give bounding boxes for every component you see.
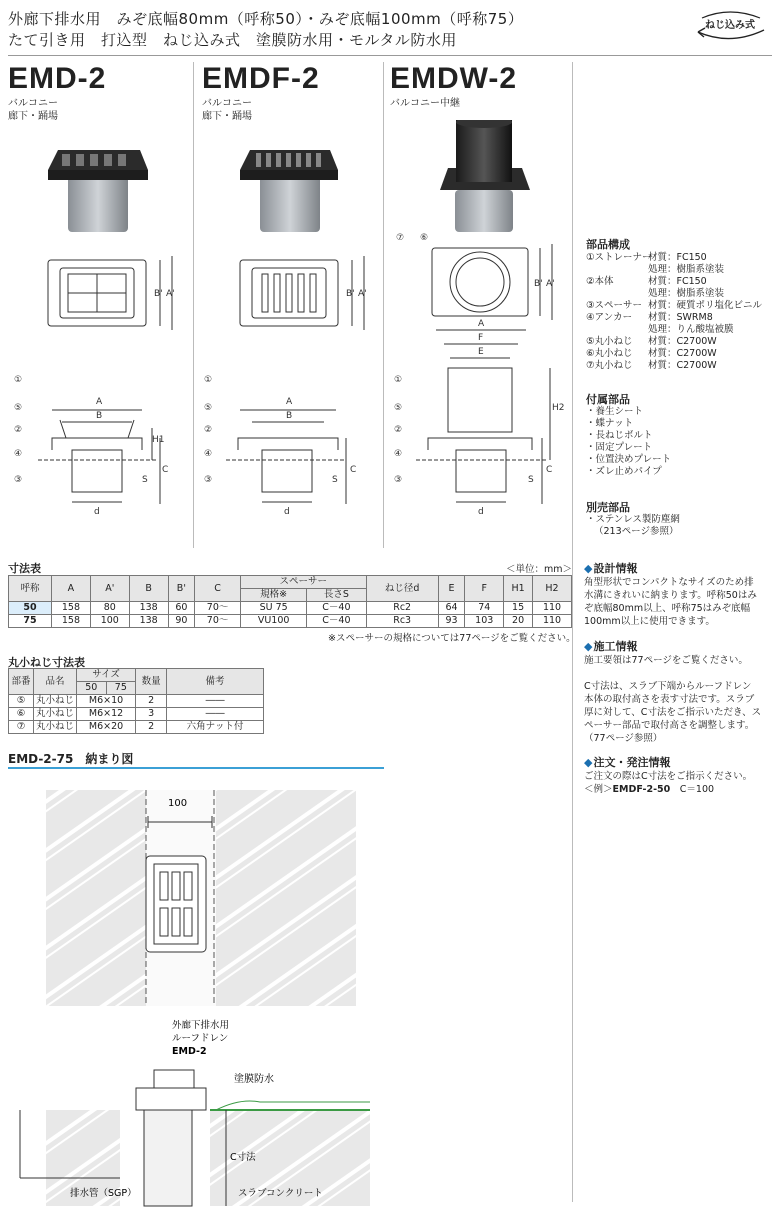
emd2-dim-c: C: [162, 465, 169, 475]
construction-line: C寸法は、スラブ下端からルーフドレン: [584, 681, 752, 692]
install-drain-label2: ルーフドレン: [172, 1033, 229, 1044]
construction-info: [584, 638, 774, 745]
emd2-photo: [48, 150, 148, 232]
emdw2-part6: ⑥: [420, 233, 429, 243]
emdf2-use2: 廊下・踊場: [202, 111, 252, 122]
table-row: 75 158 100 138 90 70～ VU100 C－40 Rc3 93 103 20 110: [9, 615, 572, 628]
install-drain-model: EMD-2: [172, 1046, 207, 1057]
parts-row-8: ⑥丸小ねじ 材質：C2700W: [586, 348, 717, 359]
construction-line: ペーサー部品で取付高さを調整します。: [584, 720, 755, 731]
model-emdf2: EMDF-2: [202, 62, 320, 95]
order-info: [584, 754, 774, 796]
table-row: ⑥ 丸小ねじ M6×12 3 ――: [9, 708, 264, 721]
emdf2-dim-d: d: [284, 507, 290, 517]
parts-row-7: ⑤丸小ねじ 材質：C2700W: [586, 336, 717, 347]
emdw2-part1: ①: [394, 375, 403, 385]
dims-table-title: 寸法表: [8, 562, 41, 575]
accessory-item: ・ズレ止めパイプ: [586, 466, 662, 477]
emdw2-photo: [440, 120, 530, 232]
emdw2-dim-h2: H2: [552, 403, 565, 413]
install-diagram: [0, 780, 572, 1210]
accessory-item: ・固定プレート: [586, 442, 653, 453]
parts-row-5: ④アンカー 材質：SWRM8: [586, 312, 713, 323]
design-line: 角型形状でコンパクトなサイズのため排: [584, 577, 754, 588]
emdf2-dim-a: A: [286, 397, 293, 407]
install-drain-label1: 外廊下排水用: [172, 1020, 230, 1031]
model-emd2: EMD-2: [8, 62, 107, 95]
emdw2-dim-c: C: [546, 465, 553, 475]
accessory-item: ・位置決めプレート: [586, 454, 672, 465]
parts-row-0: ①ストレーナー材質：FC150: [586, 252, 707, 263]
emd2-dim-h1: H1: [152, 435, 165, 445]
parts-row-4: ③スペーサー 材質：硬質ポリ塩化ビニル: [586, 300, 763, 311]
parts-section: [586, 236, 774, 372]
install-pipe-label: 排水管（SGP）: [70, 1188, 137, 1199]
install-slab-label: スラブコンクリート: [238, 1188, 323, 1199]
emd2-use1: バルコニー: [8, 98, 58, 109]
emdf2-part3: ③: [204, 475, 213, 485]
construction-line: [584, 667, 774, 680]
emdw2-use1: バルコニー中継: [390, 98, 460, 109]
emd2-use2: 廊下・踊場: [8, 111, 58, 122]
dims-table-unit: ＜単位：mm＞: [506, 564, 573, 575]
parts-row-3: 処理：樹脂系塗装: [648, 288, 725, 299]
install-coating-label: 塗膜防水: [234, 1074, 274, 1085]
emd2-section: [38, 410, 160, 504]
emdw2-dim-a: A: [478, 319, 485, 329]
parts-row-1: 処理：樹脂系塗装: [648, 264, 725, 275]
emd2-part5: ⑤: [14, 403, 23, 413]
emdf2-part1: ①: [204, 375, 213, 385]
separate-title: 別売部品: [586, 501, 630, 514]
emd2-dim-d: d: [94, 507, 100, 517]
header-line1: 外廊下排水用 みぞ底幅80mm（呼称50）・みぞ底幅100mm（呼称75）: [8, 10, 524, 28]
emdw2-part5: ⑤: [394, 403, 403, 413]
header-line2: たて引き用 打込型 ねじ込み式 塗膜防水用・モルタル防水用: [8, 31, 457, 49]
separate-item: ・ステンレス製防塵網: [586, 514, 680, 525]
construction-line: 施工要領は77ページをご覧ください。: [584, 655, 748, 666]
dims-table: 呼称 A A' B B' C スペーサー ねじ径d E F H1 H2 規格※ 長さS 50 158 80 138 60 70～ SU 75 C－40 Rc2 64 74 15 110 75 158 100 138 90 70～ VU100 C－40 Rc3 93 103 20 110: [8, 575, 572, 628]
screw-table: 部番 品名 サイズ 数量 備考 50 75 ⑤ 丸小ねじ M6×10 2 ―― ⑥ 丸小ねじ M6×12 3 ―― ⑦ 丸小ねじ M6×20 2 六角ナット付: [8, 668, 264, 734]
emd2-dim-b: B: [96, 411, 103, 421]
table-row: ⑤ 丸小ねじ M6×10 2 ――: [9, 695, 264, 708]
construction-line: （77ページ参照）: [584, 733, 663, 744]
emd2-dim-ap: A': [166, 289, 175, 299]
design-line: 水溝にきれいに納まります。呼称50はみ: [584, 590, 757, 601]
order-example: ＜例＞EMDF-2-50 C＝100: [584, 784, 715, 795]
accessories-title: 付属部品: [586, 393, 630, 406]
emdw2-dim-s: S: [528, 475, 534, 485]
construction-line: 厚に対して、C寸法をご指示いただき、ス: [584, 707, 762, 718]
emdf2-part2: ②: [204, 425, 213, 435]
accessory-item: ・蝶ナット: [586, 418, 634, 429]
screw-type-badge: [690, 10, 770, 42]
emdw2-dim-bp: B': [534, 279, 543, 289]
accessories-section: [586, 394, 671, 478]
emdw2-part4: ④: [394, 449, 403, 459]
emdf2-section: [226, 410, 346, 504]
separate-item: （213ページ参照）: [594, 526, 679, 537]
order-line: ご注文の際はC寸法をご指示ください。: [584, 771, 753, 782]
emd2-part4: ④: [14, 449, 23, 459]
order-title: ◆ 注文・発注情報: [584, 754, 774, 770]
install-c-dim: C寸法: [230, 1152, 256, 1163]
emd2-dim-a: A: [96, 397, 103, 407]
emd2-dim-bp: B': [154, 289, 163, 299]
emdf2-use1: バルコニー: [202, 98, 252, 109]
emdw2-dim-e: E: [478, 347, 484, 357]
emdw2-dim-d: d: [478, 507, 484, 517]
emdw2-part2: ②: [394, 425, 403, 435]
parts-row-6: 処理：りん酸塩被膜: [648, 324, 734, 335]
emd2-part3: ③: [14, 475, 23, 485]
emdf2-dim-s: S: [332, 475, 338, 485]
emd2-part2: ②: [14, 425, 23, 435]
emdf2-dim-bp: B': [346, 289, 355, 299]
emdf2-photo: [240, 150, 338, 232]
parts-row-2: ②本体 材質：FC150: [586, 276, 707, 287]
plan-views: [48, 244, 552, 330]
emdf2-part5: ⑤: [204, 403, 213, 413]
design-title: ◆ 設計情報: [584, 560, 774, 576]
badge-label: ねじ込み式: [705, 20, 755, 31]
emdf2-dim-c: C: [350, 465, 357, 475]
parts-title: 部品構成: [586, 238, 630, 251]
emdw2-dim-ap: A': [546, 279, 555, 289]
table-row: ⑦ 丸小ねじ M6×20 2 六角ナット付: [9, 721, 264, 734]
parts-row-9: ⑦丸小ねじ 材質：C2700W: [586, 360, 717, 371]
emdw2-dim-f: F: [478, 333, 484, 343]
emdf2-dim-ap: A': [358, 289, 367, 299]
dims-table-note: ※スペーサーの規格については77ページをご覧ください。: [328, 633, 576, 644]
design-line: 100mm以上に使用できます。: [584, 616, 715, 627]
emd2-dim-s: S: [142, 475, 148, 485]
accessory-item: ・養生シート: [586, 406, 644, 417]
emdw2-part3: ③: [394, 475, 403, 485]
emdw2-part7: ⑦: [396, 233, 405, 243]
model-emdw2: EMDW-2: [390, 62, 518, 95]
design-line: ぞ底幅80mm以上、呼称75はみぞ底幅: [584, 603, 751, 614]
accessory-item: ・長ねじボルト: [586, 430, 653, 441]
construction-title: ◆ 施工情報: [584, 638, 774, 654]
install-width-dim: 100: [168, 798, 188, 809]
construction-line: 本体の取付高さを表す寸法です。スラブ: [584, 694, 755, 705]
separate-section: [586, 502, 680, 538]
product-drawings: [0, 120, 572, 550]
install-title: EMD-2-75 納まり図: [8, 752, 134, 766]
design-info: [584, 560, 774, 628]
emdf2-dim-b: B: [286, 411, 293, 421]
emdf2-part4: ④: [204, 449, 213, 459]
screw-table-title: 丸小ねじ寸法表: [8, 656, 85, 669]
table-row: 50 158 80 138 60 70～ SU 75 C－40 Rc2 64 74 15 110: [9, 602, 572, 615]
emd2-part1: ①: [14, 375, 23, 385]
